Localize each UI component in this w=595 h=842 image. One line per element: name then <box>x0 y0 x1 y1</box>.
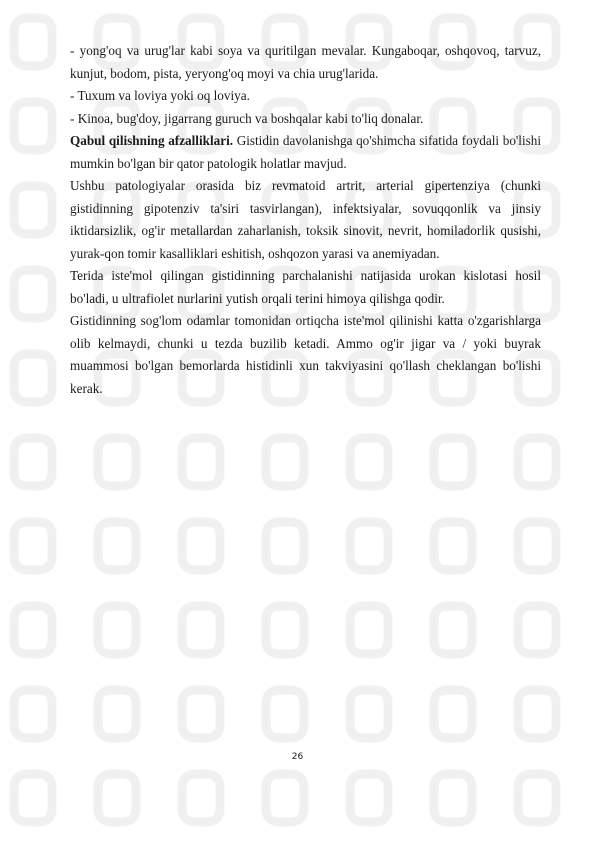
paragraph-5 <box>70 175 541 265</box>
watermark-mark <box>98 606 136 654</box>
watermark-mark <box>266 438 304 486</box>
watermark-mark <box>350 606 388 654</box>
watermark-mark <box>434 522 472 570</box>
watermark-mark <box>434 690 472 738</box>
watermark-mark <box>182 690 220 738</box>
watermark-mark <box>182 606 220 654</box>
watermark-mark <box>518 774 556 822</box>
paragraph-3 <box>70 108 541 131</box>
watermark-mark <box>14 18 52 66</box>
watermark-mark <box>14 186 52 234</box>
watermark-mark <box>434 438 472 486</box>
watermark-mark <box>434 774 472 822</box>
watermark-mark <box>14 774 52 822</box>
page-number: 26 <box>291 752 304 762</box>
watermark-mark <box>182 522 220 570</box>
watermark-mark <box>518 690 556 738</box>
watermark-mark <box>518 606 556 654</box>
paragraph-3-text: - Kinoa, bug'doy, jigarrang guruch va boshqalar kabi to'liq donalar. <box>70 110 424 126</box>
watermark-mark <box>98 438 136 486</box>
paragraph-4 <box>70 130 541 175</box>
watermark-mark <box>182 774 220 822</box>
watermark-mark <box>98 522 136 570</box>
paragraph-6-text: Terida iste'mol qilingan gistidinning parchalanishi natijasida urokan kislotasi hosil bo'ladi, u ultrafiolet nurlarini yutish orqali terini himoya qilishga qodir. <box>70 268 541 306</box>
paragraph-2-text: - Tuxum va loviya yoki oq loviya. <box>70 88 250 103</box>
watermark-mark <box>14 438 52 486</box>
paragraph-4-text: Gistidin davolanishga qo'shimcha sifatida foydali bo'lishi mumkin bo'lgan bir qator patologik holatlar mavjud. <box>70 133 542 171</box>
paragraph-7 <box>70 310 541 400</box>
watermark-mark <box>350 522 388 570</box>
watermark-mark <box>14 522 52 570</box>
paragraph-2 <box>70 85 541 108</box>
watermark-mark <box>98 690 136 738</box>
watermark-mark <box>14 102 52 150</box>
watermark-mark <box>266 690 304 738</box>
watermark-mark <box>266 606 304 654</box>
paragraph-5-text: Ushbu patologiyalar orasida biz revmatoid artrit, arterial gipertenziya (chunki gistidinning gipotenziv ta'siri tasvirlangan), infektsiyalar, sovuqqonlik va jinsiy iktidarsizlik, og'ir metallardan zaharlanish, toksik sinovit, nevrit, homiladorlik qusishi, yurak-qon tomir kasalliklari eshitish, oshqozon yarasi va anemiyadan. <box>70 178 541 261</box>
watermark-mark <box>182 438 220 486</box>
paragraph-1 <box>70 40 541 85</box>
watermark-mark <box>518 438 556 486</box>
document-body <box>70 40 541 400</box>
watermark-mark <box>434 606 472 654</box>
watermark-mark <box>350 690 388 738</box>
watermark-mark <box>350 774 388 822</box>
watermark-mark <box>14 606 52 654</box>
paragraph-4-term: Qabul qilishning afzalliklari. <box>70 133 234 148</box>
watermark-mark <box>518 522 556 570</box>
paragraph-6 <box>70 265 541 310</box>
watermark-mark <box>266 522 304 570</box>
watermark-mark <box>14 270 52 318</box>
paragraph-7-text: Gistidinning sog'lom odamlar tomonidan ortiqcha iste'mol qilinishi katta o'zgarishlarga olib kelmaydi, chunki u tezda buzilib ketadi. Ammo og'ir jigar va / yoki buyrak muammosi bo'lgan bemorlarda histidinli xun takviyasini qo'llash cheklangan bo'lishi kerak. <box>70 313 541 396</box>
paragraph-1-text: - yong'oq va urug'lar kabi soya va quritilgan mevalar. Kungaboqar, oshqovoq, tarvuz, kunjut, bodom, pista, yeryong'oq moyi va chia urug'larida. <box>70 43 541 81</box>
watermark-mark <box>14 690 52 738</box>
watermark-mark <box>14 354 52 402</box>
watermark-mark <box>350 438 388 486</box>
watermark-mark <box>266 774 304 822</box>
watermark-mark <box>98 774 136 822</box>
